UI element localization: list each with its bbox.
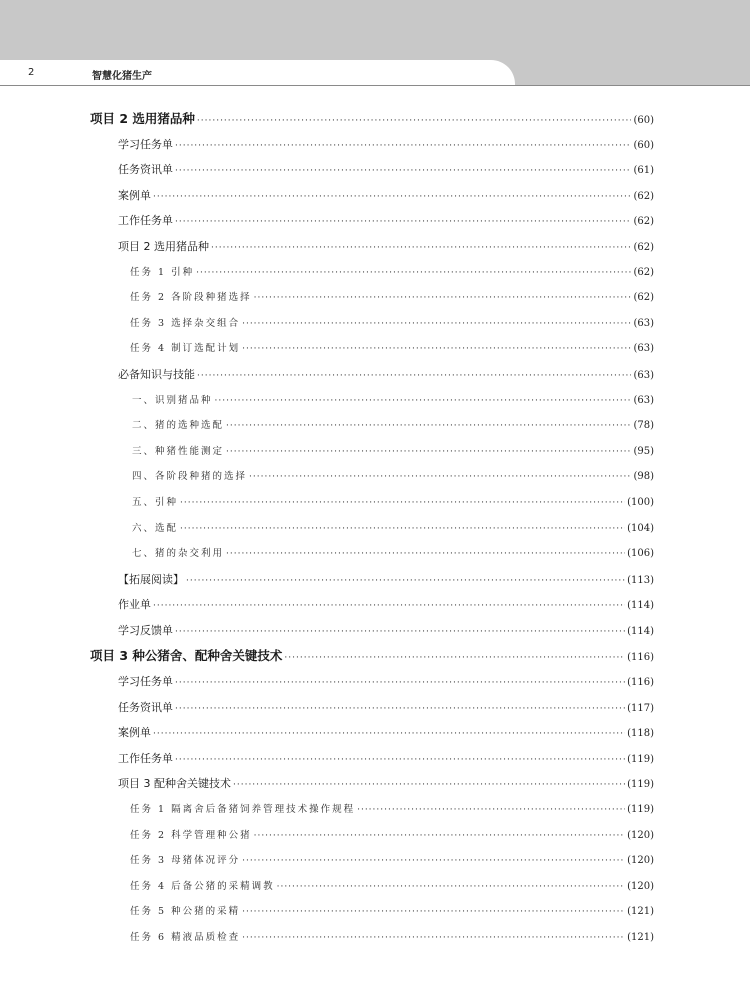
toc-entry[interactable] <box>90 106 654 132</box>
toc-entry-title: 任务 6 精液品质检查 <box>130 932 241 943</box>
toc-leader-dots <box>175 134 631 160</box>
toc-entry-title: 任务 3 选择杂交组合 <box>130 317 241 329</box>
toc-leader-dots <box>180 491 625 517</box>
header-tab <box>0 60 515 88</box>
table-of-contents <box>90 106 654 951</box>
toc-entry-title: 必备知识与技能 <box>118 367 195 381</box>
toc-entry[interactable] <box>90 695 654 721</box>
toc-entry-page: (114) <box>627 625 654 637</box>
toc-entry-title: 学习任务单 <box>118 137 173 151</box>
toc-entry[interactable] <box>90 413 654 439</box>
toc-entry-page: (113) <box>627 574 654 586</box>
toc-entry-title: 五、引种 <box>132 496 179 508</box>
toc-entry-page: (120) <box>627 855 654 867</box>
toc-entry[interactable] <box>90 439 654 465</box>
toc-entry[interactable] <box>90 592 654 618</box>
toc-entry[interactable] <box>90 925 654 951</box>
toc-leader-dots <box>249 465 631 491</box>
toc-entry-title: 学习反馈单 <box>118 623 173 637</box>
toc-leader-dots <box>233 773 625 799</box>
toc-entry-page: (119) <box>627 779 654 791</box>
toc-entry-page: (95) <box>633 445 654 457</box>
toc-entry-title: 案例单 <box>118 726 151 740</box>
toc-entry[interactable] <box>90 874 654 900</box>
toc-entry[interactable] <box>90 720 654 746</box>
toc-entry-page: (60) <box>633 115 654 126</box>
toc-entry-page: (62) <box>633 266 654 278</box>
toc-entry-title: 任务资讯单 <box>118 163 173 177</box>
toc-entry[interactable] <box>90 336 654 362</box>
toc-leader-dots <box>175 210 631 236</box>
header-rule <box>0 85 750 86</box>
toc-entry-title: 任务 2 各阶段种猪选择 <box>130 292 252 304</box>
toc-leader-dots <box>153 722 625 748</box>
toc-entry-page: (120) <box>627 829 654 841</box>
toc-leader-dots <box>242 312 631 338</box>
toc-entry[interactable] <box>90 669 654 695</box>
toc-entry-title: 四、各阶段种猪的选择 <box>132 471 248 483</box>
toc-entry-title: 项目 3 种公猪舍、配种舍关键技术 <box>90 648 283 664</box>
toc-entry[interactable] <box>90 771 654 797</box>
toc-entry-title: 七、猪的杂交利用 <box>132 548 225 560</box>
toc-entry[interactable] <box>90 899 654 925</box>
toc-entry[interactable] <box>90 848 654 874</box>
toc-leader-dots <box>153 594 625 620</box>
toc-entry-page: (118) <box>627 728 654 740</box>
toc-entry-page: (121) <box>627 932 654 943</box>
toc-entry-page: (62) <box>633 241 654 253</box>
page-number: 2 <box>28 67 35 78</box>
toc-entry[interactable] <box>90 618 654 644</box>
toc-leader-dots <box>242 849 625 875</box>
toc-leader-dots <box>196 261 631 287</box>
toc-entry[interactable] <box>90 643 654 669</box>
toc-leader-dots <box>242 337 631 363</box>
toc-entry[interactable] <box>90 234 654 260</box>
toc-leader-dots <box>357 798 625 824</box>
toc-entry-title: 工作任务单 <box>118 751 173 765</box>
toc-entry-page: (116) <box>627 677 654 689</box>
toc-entry[interactable] <box>90 490 654 516</box>
toc-entry[interactable] <box>90 285 654 311</box>
toc-entry-page: (63) <box>633 317 654 329</box>
toc-leader-dots <box>254 824 626 850</box>
toc-entry[interactable] <box>90 132 654 158</box>
toc-entry-page: (104) <box>627 522 654 534</box>
toc-entry[interactable] <box>90 823 654 849</box>
toc-entry[interactable] <box>90 260 654 286</box>
toc-entry-page: (62) <box>633 216 654 228</box>
toc-entry-page: (78) <box>633 420 654 432</box>
toc-entry-title: 任务 1 引种 <box>130 266 195 278</box>
toc-leader-dots <box>242 926 625 952</box>
toc-leader-dots <box>226 440 631 466</box>
toc-entry-page: (98) <box>633 471 654 483</box>
toc-entry-page: (63) <box>633 343 654 355</box>
toc-entry-title: 二、猪的选种选配 <box>132 420 225 432</box>
toc-entry-page: (121) <box>627 906 654 918</box>
toc-entry[interactable] <box>90 311 654 337</box>
toc-entry-title: 任务资讯单 <box>118 700 173 714</box>
toc-entry[interactable] <box>90 541 654 567</box>
toc-leader-dots <box>242 900 625 926</box>
toc-leader-dots <box>215 389 632 415</box>
toc-leader-dots <box>284 646 625 672</box>
toc-entry-title: 三、种猪性能测定 <box>132 445 225 457</box>
toc-entry-page: (63) <box>633 369 654 381</box>
toc-entry-page: (61) <box>633 165 654 177</box>
toc-leader-dots <box>175 748 625 774</box>
toc-leader-dots <box>175 671 625 697</box>
toc-entry-title: 任务 4 制订选配计划 <box>130 343 241 355</box>
toc-entry[interactable] <box>90 157 654 183</box>
toc-leader-dots <box>277 875 626 901</box>
toc-entry-page: (62) <box>633 190 654 202</box>
toc-entry-title: 案例单 <box>118 188 151 202</box>
toc-entry-title: 一、识别猪品种 <box>132 394 213 406</box>
toc-entry-page: (114) <box>627 600 654 612</box>
toc-leader-dots <box>226 414 631 440</box>
toc-entry-title: 任务 2 科学管理种公猪 <box>130 829 252 841</box>
toc-leader-dots <box>175 697 625 723</box>
toc-leader-dots <box>153 185 631 211</box>
toc-entry[interactable] <box>90 746 654 772</box>
toc-entry-title: 项目 3 配种舍关键技术 <box>118 777 231 791</box>
toc-leader-dots <box>175 159 631 185</box>
toc-leader-dots <box>211 236 631 262</box>
toc-entry-title: 任务 5 种公猪的采精 <box>130 906 241 918</box>
toc-leader-dots <box>186 569 625 595</box>
toc-entry-page: (119) <box>627 753 654 765</box>
toc-leader-dots <box>197 364 631 390</box>
toc-entry-title: 工作任务单 <box>118 214 173 228</box>
toc-leader-dots <box>254 286 632 312</box>
toc-entry-title: 【拓展阅读】 <box>118 572 184 586</box>
toc-leader-dots <box>180 517 625 543</box>
toc-entry-page: (119) <box>627 804 654 816</box>
toc-entry[interactable] <box>90 362 654 388</box>
toc-entry-page: (62) <box>633 292 654 304</box>
toc-entry-title: 项目 2 选用猪品种 <box>90 111 195 126</box>
toc-entry-page: (63) <box>633 394 654 406</box>
toc-entry-title: 六、选配 <box>132 522 179 534</box>
toc-entry[interactable] <box>90 516 654 542</box>
toc-entry[interactable] <box>90 567 654 593</box>
toc-leader-dots <box>175 620 625 646</box>
toc-entry-page: (106) <box>627 548 654 560</box>
toc-entry-page: (120) <box>627 880 654 892</box>
toc-entry-title: 任务 1 隔离舍后备猪饲养管理技术操作规程 <box>130 804 356 816</box>
toc-entry[interactable] <box>90 208 654 234</box>
toc-leader-dots <box>226 542 625 568</box>
running-title: 智慧化猪生产 <box>92 71 152 82</box>
toc-entry-page: (100) <box>627 496 654 508</box>
toc-entry-title: 项目 2 选用猪品种 <box>118 239 209 253</box>
toc-entry[interactable] <box>90 388 654 414</box>
toc-entry[interactable] <box>90 183 654 209</box>
toc-entry-page: (117) <box>627 702 654 714</box>
toc-leader-dots <box>197 109 632 135</box>
toc-entry-page: (60) <box>633 139 654 151</box>
toc-entry[interactable] <box>90 797 654 823</box>
toc-entry-title: 学习任务单 <box>118 675 173 689</box>
toc-entry-title: 作业单 <box>118 598 151 612</box>
toc-entry-title: 任务 3 母猪体况评分 <box>130 855 241 867</box>
toc-entry-page: (116) <box>627 652 654 664</box>
toc-entry-title: 任务 4 后备公猪的采精调教 <box>130 880 275 892</box>
toc-entry[interactable] <box>90 464 654 490</box>
